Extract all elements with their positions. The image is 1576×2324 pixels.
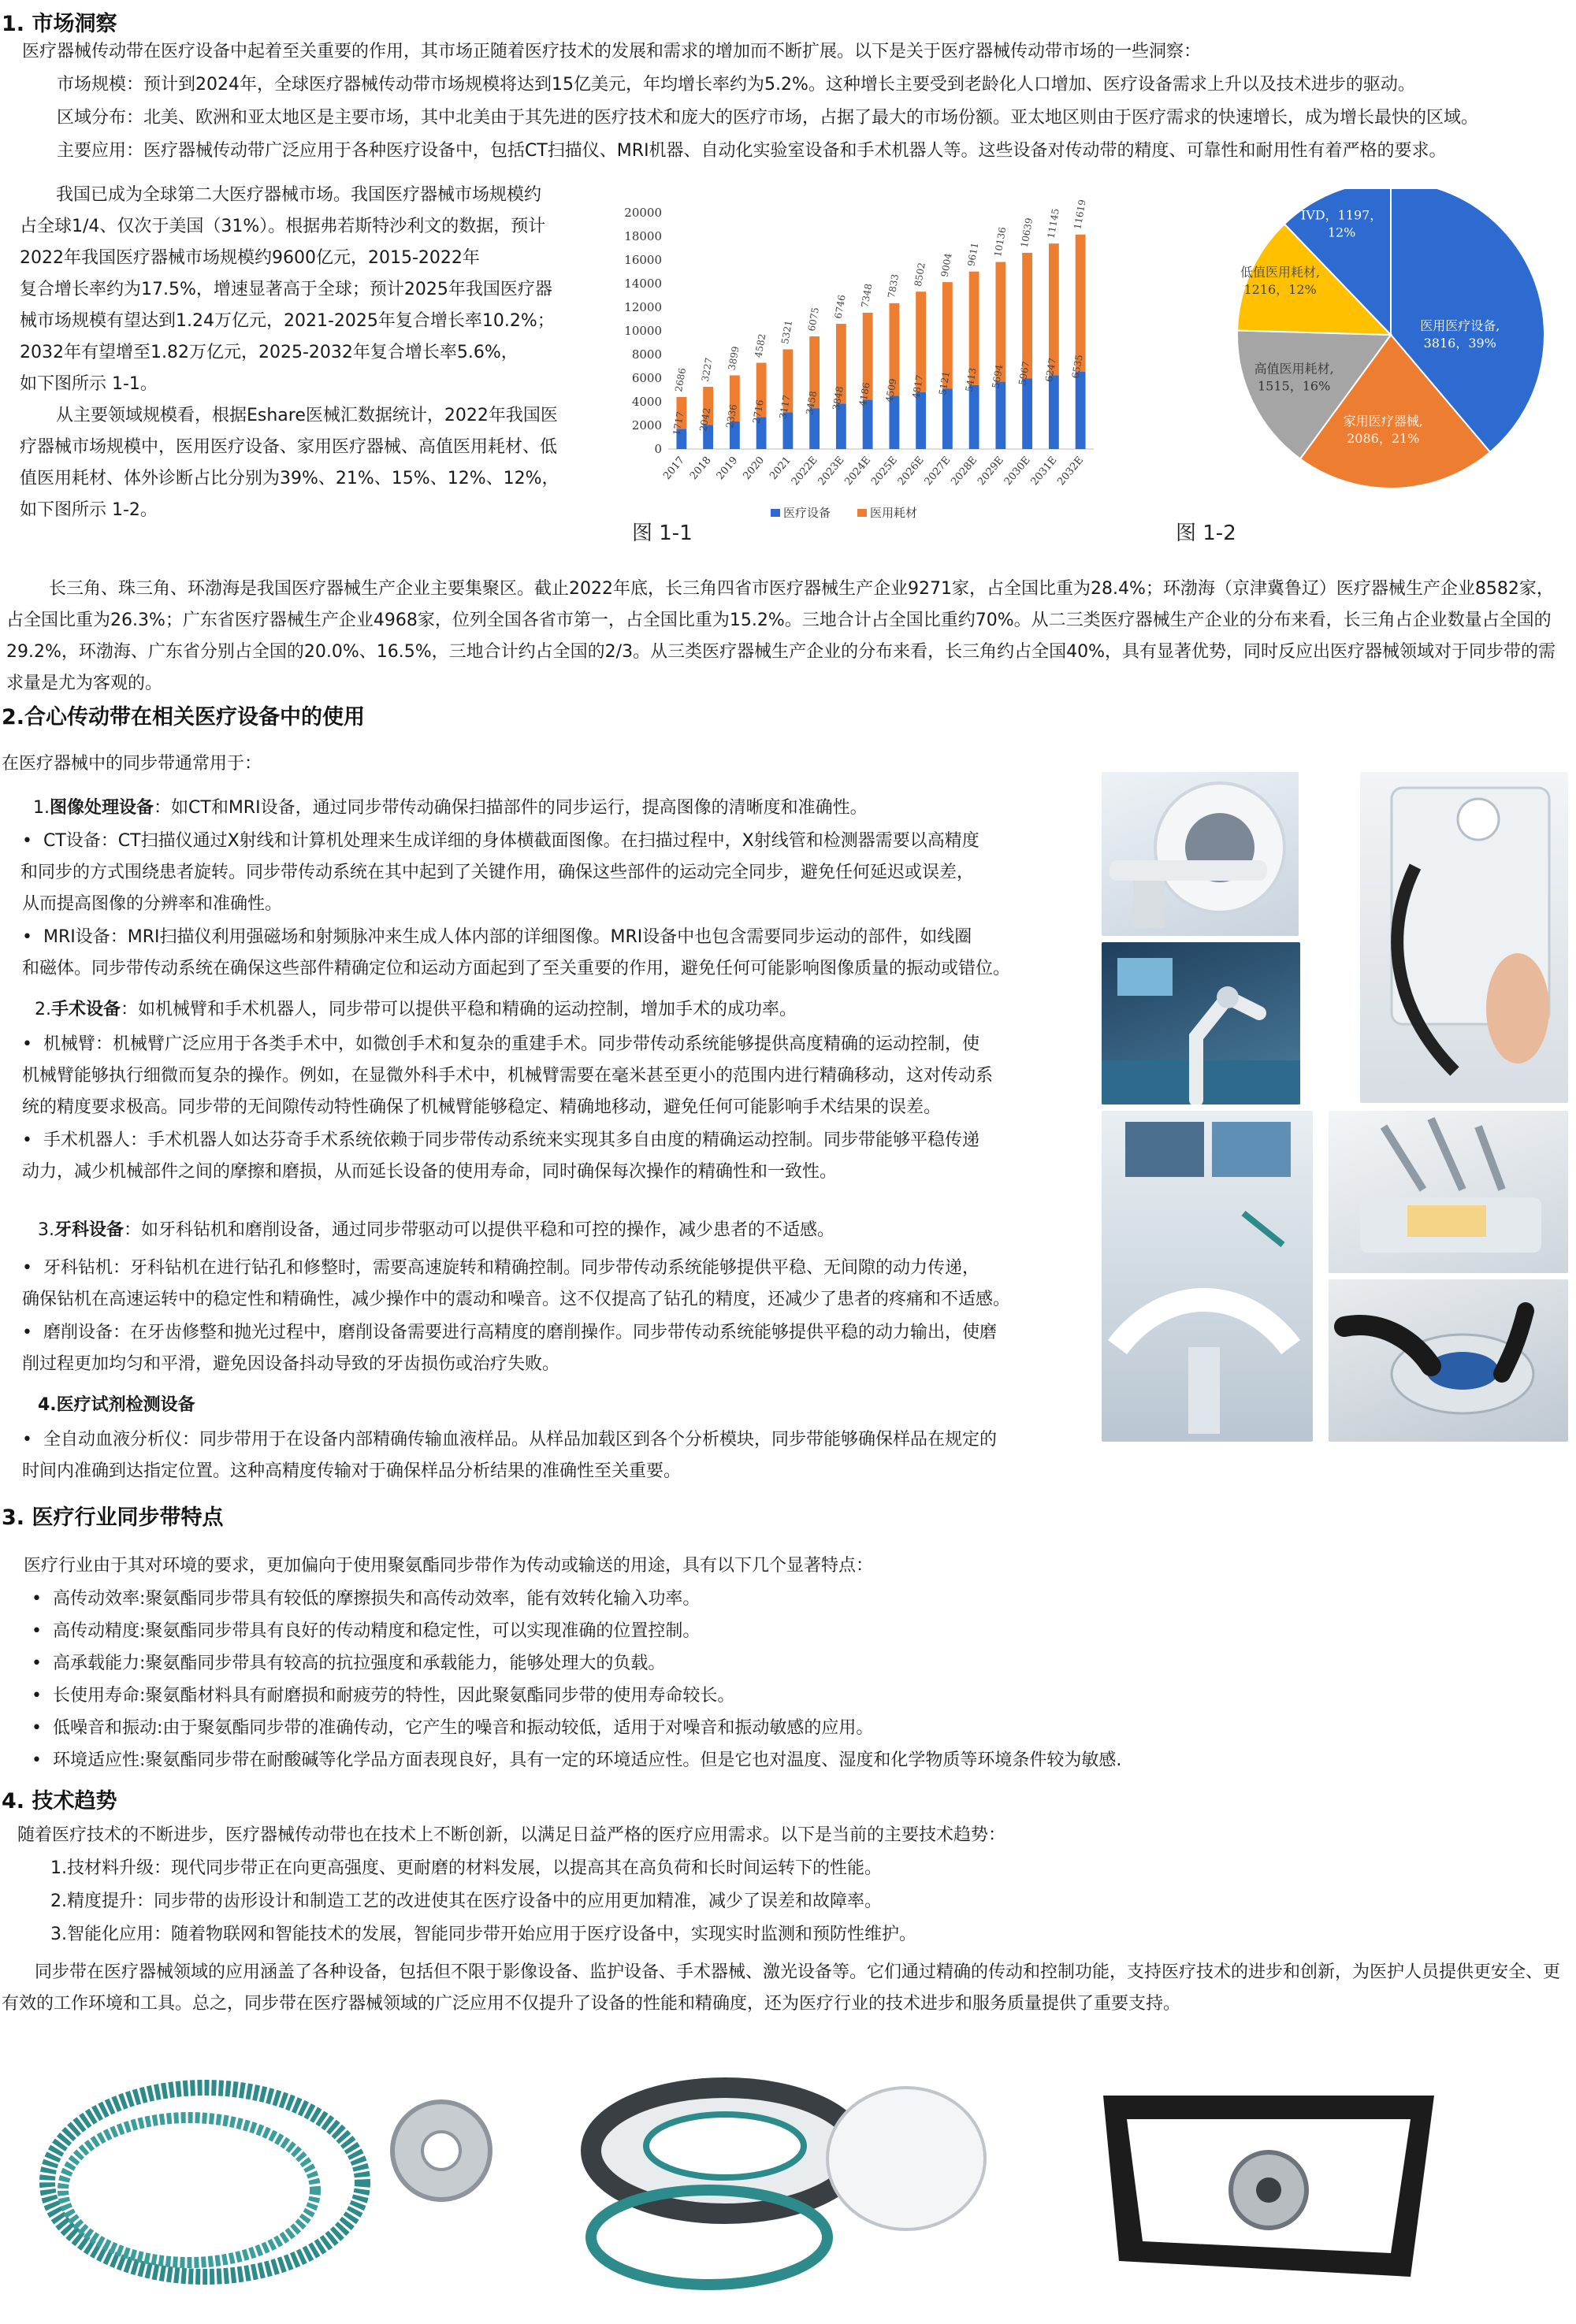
data-label: 9004 xyxy=(939,252,954,278)
data-label: 5413 xyxy=(963,366,979,393)
bar-medical-device xyxy=(969,385,979,449)
text-line: 时间内准确到达指定位置。这种高精度传输对于确保样品分析结果的准确性至关重要。 xyxy=(22,1461,682,1481)
centrifuge-photo xyxy=(1329,1279,1568,1442)
bullet-dot-icon: • xyxy=(22,1258,43,1278)
figure-1-1-caption: 图 1-1 xyxy=(632,522,693,545)
data-label: 2716 xyxy=(750,399,766,425)
bullet-dot-icon: • xyxy=(32,1718,53,1738)
feature-item: 高承载能力:聚氨酯同步带具有较高的抗拉强度和承载能力，能够处理大的负载。 xyxy=(52,1654,666,1673)
timing-belt-icon xyxy=(1072,2064,1450,2300)
text-line: 如下图所示 1-1。 xyxy=(20,374,158,394)
bar-medical-consumable xyxy=(1076,235,1086,372)
slice-value-label: 12% xyxy=(1327,225,1356,240)
text-line: 牙科钻机：牙科钻机在进行钻孔和修整时，需要高速旋转和精确控制。同步带传动系统能够提供平稳、无间隙的动力传递， xyxy=(43,1258,979,1278)
imaging-equipment-title: 图像处理设备 xyxy=(50,798,154,818)
text-line: 我国已成为全球第二大医疗器械市场。我国医疗器械市场规模约 xyxy=(56,185,542,205)
application-paragraph: 主要应用：医疗器械传动带广泛应用于各种医疗设备中，包括CT扫描仪、MRI机器、自动化实验室设备和手术机器人等。这些设备对传动带的精度、可靠性和耐用性有着严格的要求。 xyxy=(57,141,1447,161)
bullet-dot-icon: • xyxy=(22,1323,43,1342)
dental-equipment-heading xyxy=(38,1215,834,1246)
data-label: 4582 xyxy=(753,332,768,359)
bullet-dot-icon: • xyxy=(22,1034,43,1054)
slice-value-label: 1515，16% xyxy=(1258,378,1331,394)
slice-label: 低值医用耗材, xyxy=(1240,264,1321,280)
bar-medical-device xyxy=(1022,378,1032,449)
feature-item: 低噪音和振动:由于聚氨酯同步带的准确传动，它产生的噪音和振动较低，适用于对噪音和振动敏感的应用。 xyxy=(52,1718,874,1738)
china-market-text xyxy=(20,180,603,526)
tech-trend-list xyxy=(50,1853,916,1951)
slice-label: 高值医用耗材, xyxy=(1254,361,1334,377)
text-line: 从而提高图像的分辨率和准确性。 xyxy=(22,894,283,914)
item-number: 1. xyxy=(33,798,50,818)
text-line: 磨削设备：在牙齿修整和抛光过程中，磨削设备需要进行高精度的磨削操作。同步带传动系统能够提供平稳的动力输出，使磨 xyxy=(43,1323,997,1342)
text-line: CT设备：CT扫描仪通过X射线和计算机处理来生成详细的身体横截面图像。在扫描过程中，X射线管和检测器需要以高精度 xyxy=(43,831,979,851)
imaging-equipment-text: ：如CT和MRI设备，通过同步带传动确保扫描部件的同步运行，提高图像的清晰度和准确性。 xyxy=(154,798,868,818)
section-4-intro: 随着医疗技术的不断进步，医疗器械传动带也在技术上不断创新，以满足日益严格的医疗应用需求。以下是当前的主要技术趋势： xyxy=(17,1825,1006,1845)
slice-value-label: 2086，21% xyxy=(1347,430,1420,446)
feature-item: 高传动精度:聚氨酯同步带具有良好的传动精度和稳定性，可以实现准确的位置控制。 xyxy=(52,1621,701,1641)
text-line: 统的精度要求极高。同步带的无间隙传动特性确保了机械臂能够稳定、精确地移动，避免任何可能影响手术结果的误差。 xyxy=(22,1097,942,1117)
bullet-dot-icon: • xyxy=(32,1621,53,1641)
x-tick-label: 2022E xyxy=(789,454,820,488)
data-label: 3848 xyxy=(830,385,846,411)
dental-chair-icon xyxy=(1102,1111,1313,1442)
surgical-equipment-title: 手术设备 xyxy=(51,1000,121,1019)
x-tick-label: 2026E xyxy=(895,454,927,488)
section-1-intro: 医疗器械传动带在医疗设备中起着至关重要的作用，其市场正随着医疗技术的发展和需求的增加而不断扩展。以下是关于医疗器械传动带市场的一些洞察： xyxy=(22,42,1202,61)
legend-label: 医疗设备 xyxy=(783,506,831,520)
figure-1-2-caption: 图 1-2 xyxy=(1176,522,1236,545)
trend-item: 1.技材料升级：现代同步带正在向更高强度、更耐磨的材料发展，以提高其在高负荷和长时间运转下的性能。 xyxy=(50,1858,882,1878)
text-line: 如下图所示 1-2。 xyxy=(20,500,158,520)
text-line: 占全球1/4、仅次于美国（31%）。根据弗若斯特沙利文的数据，预计 xyxy=(20,217,546,236)
text-line: 机械臂能够执行细微而复杂的操作。例如，在显微外科手术中，机械臂需要在毫米甚至更小的范围内进行精确移动，这对传动系 xyxy=(22,1066,994,1086)
text-line: 2022年我国医疗器械市场规模约9600亿元，2015-2022年 xyxy=(20,248,480,268)
dental-equipment-title: 牙科设备 xyxy=(54,1220,125,1240)
trend-item: 3.智能化应用：随着物联网和智能技术的发展，智能同步带开始应用于医疗设备中，实现实时监测和预防性维护。 xyxy=(50,1925,916,1944)
bullet-dot-icon: • xyxy=(22,831,43,851)
data-label: 2336 xyxy=(723,403,739,429)
teal-belt-photo xyxy=(32,2064,504,2300)
x-tick-label: 2024E xyxy=(842,454,874,488)
surgical-robot-photo xyxy=(1102,942,1300,1104)
data-label: 6535 xyxy=(1069,354,1085,380)
pu-belt-feature-list xyxy=(32,1583,1121,1776)
data-label: 7833 xyxy=(886,273,901,299)
y-tick-label: 12000 xyxy=(624,300,662,314)
text-line: 削过程更加均匀和平滑，避免因设备抖动导致的牙齿损伤或治疗失败。 xyxy=(22,1354,560,1374)
robot-arm-icon xyxy=(1102,942,1300,1104)
grinding-bullet xyxy=(22,1317,997,1380)
white-belt-photo xyxy=(567,2064,1009,2300)
data-label: 2686 xyxy=(673,366,689,393)
surgical-equipment-heading xyxy=(35,994,797,1026)
x-tick-label: 2032E xyxy=(1055,454,1087,488)
data-label: 3227 xyxy=(699,356,715,383)
market-scale-paragraph: 市场规模：预计到2024年，全球医疗器械传动带市场规模将达到15亿美元，年均增长率约为5.2%。这种增长主要受到老龄化人口增加、医疗设备需求上升以及技术进步的驱动。 xyxy=(57,75,1415,95)
surgical-equipment-text: ：如机械臂和手术机器人，同步带可以提供平稳和精确的运动控制，增加手术的成功率。 xyxy=(121,1000,797,1019)
bullet-dot-icon: • xyxy=(32,1654,53,1673)
x-tick-label: 2028E xyxy=(949,454,980,488)
data-label: 8502 xyxy=(912,262,927,288)
legend-swatch xyxy=(771,509,780,517)
y-tick-label: 16000 xyxy=(624,253,662,267)
ct-scanner-icon xyxy=(1102,772,1299,936)
market-share-pie-chart xyxy=(1135,189,1576,520)
data-label: 6746 xyxy=(832,294,848,320)
bar-medical-device xyxy=(942,388,953,449)
slice-value-label: 3816，39% xyxy=(1423,336,1496,351)
section-3-title: 3. 医疗行业同步带特点 xyxy=(2,1505,224,1530)
data-label: 9611 xyxy=(965,241,981,268)
y-tick-label: 4000 xyxy=(631,395,662,409)
x-tick-label: 2023E xyxy=(816,454,847,488)
slice-label: 家用医疗器械, xyxy=(1343,413,1423,429)
x-tick-label: 2031E xyxy=(1028,454,1060,488)
legend-label: 医用耗材 xyxy=(870,506,918,520)
data-label: 1717 xyxy=(671,410,686,436)
data-label: 6075 xyxy=(805,306,821,332)
y-tick-label: 6000 xyxy=(631,371,662,385)
x-tick-label: 2017 xyxy=(661,454,687,482)
data-label: 10639 xyxy=(1018,217,1035,249)
bullet-dot-icon: • xyxy=(22,927,43,947)
dental-equipment-text: ：如牙科钻机和磨削设备，通过同步带驱动可以提供平稳和可控的操作，减少患者的不适感。 xyxy=(124,1220,835,1240)
dental-drill-icon xyxy=(1329,1111,1568,1273)
ct-scanner-photo xyxy=(1102,772,1299,936)
imaging-equipment-heading xyxy=(33,793,868,824)
item-number: 3. xyxy=(38,1220,54,1240)
feature-item: 高传动效率:聚氨酯同步带具有较低的摩擦损失和高传动效率，能有效转化输入功率。 xyxy=(52,1589,701,1609)
section-2-intro: 在医疗器械中的同步带通常用于： xyxy=(2,754,262,774)
y-tick-label: 2000 xyxy=(631,418,662,433)
bar-medical-device xyxy=(1076,372,1086,449)
x-tick-label: 2025E xyxy=(869,454,900,488)
text-line: 从主要领域规模看，根据Eshare医械汇数据统计，2022年我国医 xyxy=(56,406,558,425)
item-number: 2. xyxy=(35,1000,51,1019)
section-4-title: 4. 技术趋势 xyxy=(2,1789,117,1814)
feature-item: 长使用寿命:聚氨酯材料具有耐磨损和耐疲劳的特性，因此聚氨酯同步带的使用寿命较长。 xyxy=(52,1686,735,1706)
bar-medical-device xyxy=(916,392,926,449)
bullet-dot-icon: • xyxy=(32,1589,53,1609)
legend-swatch xyxy=(857,509,867,517)
data-label: 4186 xyxy=(857,381,872,407)
y-tick-label: 20000 xyxy=(624,206,662,220)
section-1-title: 1. 市场洞察 xyxy=(2,12,117,36)
data-label: 11619 xyxy=(1072,199,1088,231)
text-line: 全自动血液分析仪：同步带用于在设备内部精确传输血液样品。从样品加载区到各个分析模块，同步带能够确保样品在规定的 xyxy=(43,1430,997,1450)
conclusion-paragraph: 同步带在医疗器械领域的应用涵盖了各种设备，包括但不限于影像设备、监护设备、手术器械、激光设备等。它们通过精确的传动和控制功能，支持医疗技术的进步和创新，为医护人员提供更安全、更有效的工作环境和工具。总之，同步带在医疗器械领域的广泛应用不仅提升了设备的性能和精确度，还为医疗行业的技术进步和服务质量提供了重要支持。 xyxy=(2,1962,1561,2014)
data-label: 3458 xyxy=(804,390,820,416)
ct-bullet xyxy=(22,826,979,920)
data-label: 6247 xyxy=(1043,357,1058,383)
x-tick-label: 2020 xyxy=(741,454,768,482)
x-tick-label: 2019 xyxy=(714,454,741,482)
data-label: 10136 xyxy=(992,226,1009,258)
text-line: 确保钻机在高速运转中的稳定性和精确性，减少操作中的震动和噪音。这不仅提高了钻孔的精度，还减少了患者的疼痛和不适感。 xyxy=(22,1290,1011,1309)
data-label: 2042 xyxy=(697,407,713,433)
slice-label: 医用医疗设备, xyxy=(1420,318,1500,333)
text-line: MRI设备：MRI扫描仪利用强磁场和射频脉冲来生成人体内部的详细图像。MRI设备中也包含需要同步运动的部件，如线圈 xyxy=(43,927,972,947)
bullet-dot-icon: • xyxy=(22,1430,43,1450)
text-line: 和磁体。同步带传动系统在确保这些部件精确定位和运动方面起到了至关重要的作用，避免任何可能影响图像质量的振动或错位。 xyxy=(22,959,1011,978)
text-line: 械市场规模有望达到1.24万亿元，2021-2025年复合增长率10.2%； xyxy=(20,311,555,331)
surgical-robot-bullet xyxy=(22,1125,979,1188)
robot-arm-bullet xyxy=(22,1029,993,1123)
y-tick-label: 18000 xyxy=(624,229,662,243)
y-tick-label: 10000 xyxy=(624,324,662,338)
data-label: 11145 xyxy=(1045,207,1061,239)
text-line: 动力，减少机械部件之间的摩擦和磨损，从而延长设备的使用寿命，同时确保每次操作的精确性和一致性。 xyxy=(22,1162,838,1182)
slice-label: IVD，1197， xyxy=(1300,207,1383,223)
text-line: 复合增长率约为17.5%，增速显著高于全球；预计2025年我国医疗器 xyxy=(20,280,552,299)
x-tick-label: 2027E xyxy=(922,454,953,488)
text-line: 手术机器人：手术机器人如达芬奇手术系统依赖于同步带传动系统来实现其多自由度的精确运动控制。同步带能够平稳传递 xyxy=(43,1130,979,1150)
x-tick-label: 2030E xyxy=(1002,454,1033,488)
data-label: 4509 xyxy=(883,377,899,403)
data-label: 5121 xyxy=(936,370,952,396)
data-label: 5967 xyxy=(1017,360,1032,387)
y-tick-label: 0 xyxy=(654,442,662,456)
y-tick-label: 8000 xyxy=(631,347,662,362)
text-line: 机械臂：机械臂广泛应用于各类手术中，如微创手术和复杂的重建手术。同步带传动系统能够提供高度精确的运动控制，使 xyxy=(43,1034,979,1054)
text-line: 疗器械市场规模中，医用医疗设备、家用医疗器械、高值医用耗材、低 xyxy=(20,437,558,457)
blood-analyzer-bullet xyxy=(22,1424,997,1487)
bar-medical-consumable xyxy=(1022,253,1032,379)
dental-drills-photo xyxy=(1329,1111,1568,1273)
section-2-title: 2.合心传动带在相关医疗设备中的使用 xyxy=(2,705,366,729)
y-tick-label: 14000 xyxy=(624,277,662,291)
data-label: 5694 xyxy=(990,363,1005,390)
trend-item: 2.精度提升：同步带的齿形设计和制造工艺的改进使其在医疗设备中的应用更加精准，减少了误差和故障率。 xyxy=(50,1891,882,1911)
text-line: 和同步的方式围绕患者旋转。同步带传动系统在其中起到了关键作用，确保这些部件的运动完全同步，避免任何延迟或误差， xyxy=(20,863,975,882)
cluster-paragraph: 长三角、珠三角、环渤海是我国医疗器械生产企业主要集聚区。截止2022年底，长三角四省市医疗器械生产企业9271家，占全国比重为28.4%；环渤海（京津冀鲁辽）医疗器械生产企业8582家，占全国比重为26.3%；广东省医疗器械生产企业4968家，位列全国各省市第一，占全国比重为15.2%。三地合计占全国比重约70%。从二三类医疗器械生产企业的分布来看，长三角占企业数量占全国的29.2%，环渤海、广东省分别占全国的20.0%、16.5%，三地合计约占全国的2/3。从三类医疗器械生产企业的分布来看，长三角约占全国40%，具有显著优势，同时反应出医疗器械领域对于同步带的需求量是尤为客观的。 xyxy=(6,579,1556,693)
region-paragraph: 区域分布：北美、欧洲和亚太地区是主要市场，其中北美由于其先进的医疗技术和庞大的医疗市场，占据了最大的市场份额。亚太地区则由于医疗需求的快速增长，成为增长最快的区域。 xyxy=(57,108,1479,128)
reagent-equipment-heading: 4.医疗试剂检测设备 xyxy=(38,1395,195,1415)
bullet-dot-icon: • xyxy=(32,1750,53,1770)
x-tick-label: 2021 xyxy=(768,454,794,482)
timing-belt-icon xyxy=(567,2064,1009,2300)
bar-medical-device xyxy=(995,382,1005,449)
data-label: 7348 xyxy=(859,282,875,309)
data-label: 4817 xyxy=(910,373,926,400)
black-belt-photo xyxy=(1072,2064,1450,2300)
data-label: 3117 xyxy=(777,394,793,420)
bar-medical-device xyxy=(1049,375,1059,449)
lab-device-hand-photo xyxy=(1360,772,1568,1103)
dental-chair-photo xyxy=(1102,1111,1313,1442)
slice-value-label: 1216，12% xyxy=(1243,281,1317,297)
bullet-dot-icon: • xyxy=(22,1130,43,1150)
data-label: 3899 xyxy=(726,345,742,371)
mri-bullet xyxy=(22,922,1010,985)
feature-item: 环境适应性:聚氨酯同步带在耐酸碱等化学品方面表现良好，具有一定的环境适应性。但是它也对温度、湿度和化学物质等环境条件较为敏感. xyxy=(52,1750,1122,1770)
bar-medical-consumable xyxy=(1049,243,1059,375)
text-line: 2032年有望增至1.82万亿元，2025-2032年复合增长率5.6%， xyxy=(20,343,519,362)
data-label: 5321 xyxy=(779,319,795,345)
centrifuge-icon xyxy=(1329,1279,1568,1442)
dental-drill-bullet xyxy=(22,1253,1010,1316)
x-tick-label: 2029E xyxy=(976,454,1006,488)
section-3-intro: 医疗行业由于其对环境的要求，更加偏向于使用聚氨酯同步带作为传动或输送的用途，具有以下几个显著特点： xyxy=(24,1556,874,1576)
timing-belt-icon xyxy=(32,2064,504,2300)
bar-medical-consumable xyxy=(995,262,1005,382)
x-tick-label: 2018 xyxy=(687,454,714,482)
text-line: 值医用耗材、体外诊断占比分别为39%、21%、15%、12%、12%， xyxy=(20,469,559,488)
market-size-bar-chart xyxy=(615,189,1119,536)
lab-device-icon xyxy=(1360,772,1568,1103)
bullet-dot-icon: • xyxy=(32,1686,53,1706)
